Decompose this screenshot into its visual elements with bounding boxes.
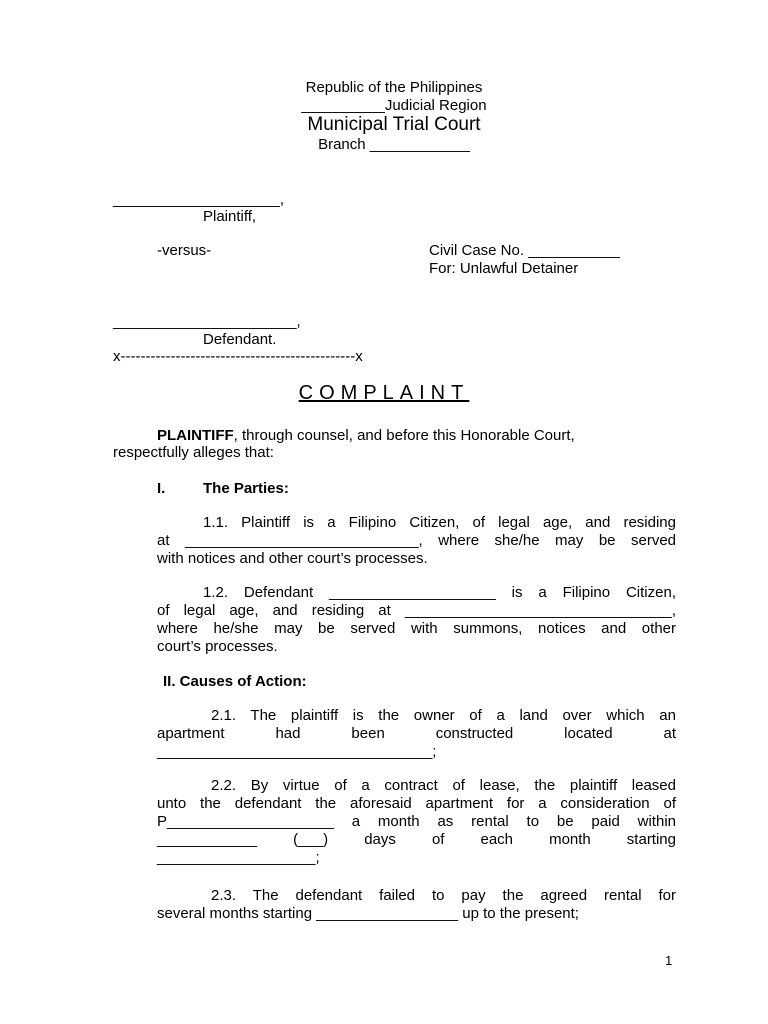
section-1-number: I. bbox=[157, 480, 166, 497]
para-2-2-line-4: ____________ (___) days of each month starting bbox=[157, 831, 676, 848]
para-2-2-line-5: ___________________; bbox=[157, 849, 320, 866]
para-1-2-line-2: of legal age, and residing at ________________________________, bbox=[157, 602, 676, 619]
para-2-1-line-3: _________________________________; bbox=[157, 743, 437, 760]
branch-line: Branch ____________ bbox=[318, 136, 470, 153]
plaintiff-name-blank: ____________________, bbox=[113, 191, 285, 208]
section-2-heading: II. Causes of Action: bbox=[163, 673, 307, 690]
para-2-3-line-1: 2.3. The defendant failed to pay the agreed rental for bbox=[211, 887, 676, 904]
defendant-name-blank: ______________________, bbox=[113, 313, 301, 330]
para-2-1-line-1: 2.1. The plaintiff is the owner of a land over which an bbox=[211, 707, 676, 724]
page-number: 1 bbox=[665, 953, 673, 968]
section-1-heading: The Parties: bbox=[203, 480, 289, 497]
para-1-1-line-2: at ____________________________, where she/he may be served bbox=[157, 532, 676, 549]
para-2-2-line-3: P____________________ a month as rental to be paid within bbox=[157, 813, 676, 830]
defendant-label: Defendant. bbox=[203, 331, 277, 348]
judicial-region-line: __________Judicial Region bbox=[301, 97, 487, 114]
plaintiff-bold: PLAINTIFF bbox=[157, 427, 234, 444]
document-title: COMPLAINT bbox=[298, 382, 470, 404]
intro-line-2: respectfully alleges that: bbox=[113, 444, 274, 461]
court-name: Municipal Trial Court bbox=[307, 114, 481, 135]
republic-line: Republic of the Philippines bbox=[305, 79, 483, 96]
case-nature: For: Unlawful Detainer bbox=[429, 260, 579, 277]
plaintiff-label: Plaintiff, bbox=[203, 208, 257, 225]
para-2-3-line-2: several months starting _________________ up to the present; bbox=[157, 905, 579, 922]
para-1-2-line-4: court’s processes. bbox=[157, 638, 278, 655]
civil-case-number: Civil Case No. ___________ bbox=[429, 242, 620, 259]
para-1-1-line-1: 1.1. Plaintiff is a Filipino Citizen, of legal age, and residing bbox=[203, 514, 676, 531]
intro-line-1-text: , through counsel, and before this Honorable Court, bbox=[233, 427, 575, 444]
para-2-1-line-2: apartment had been constructed located at bbox=[157, 725, 676, 742]
intro-line-1 bbox=[157, 427, 575, 445]
para-1-2-line-1: 1.2. Defendant ____________________ is a Filipino Citizen, bbox=[203, 584, 676, 601]
caption-separator: x-----------------------------------------------x bbox=[113, 348, 363, 365]
para-2-2-line-1: 2.2. By virtue of a contract of lease, the plaintiff leased bbox=[211, 777, 676, 794]
para-1-1-line-3: with notices and other court’s processes. bbox=[157, 550, 428, 567]
para-2-2-line-2: unto the defendant the aforesaid apartment for a consideration of bbox=[157, 795, 676, 812]
para-1-2-line-3: where he/she may be served with summons, notices and other bbox=[157, 620, 676, 637]
versus-label: -versus- bbox=[157, 242, 212, 259]
